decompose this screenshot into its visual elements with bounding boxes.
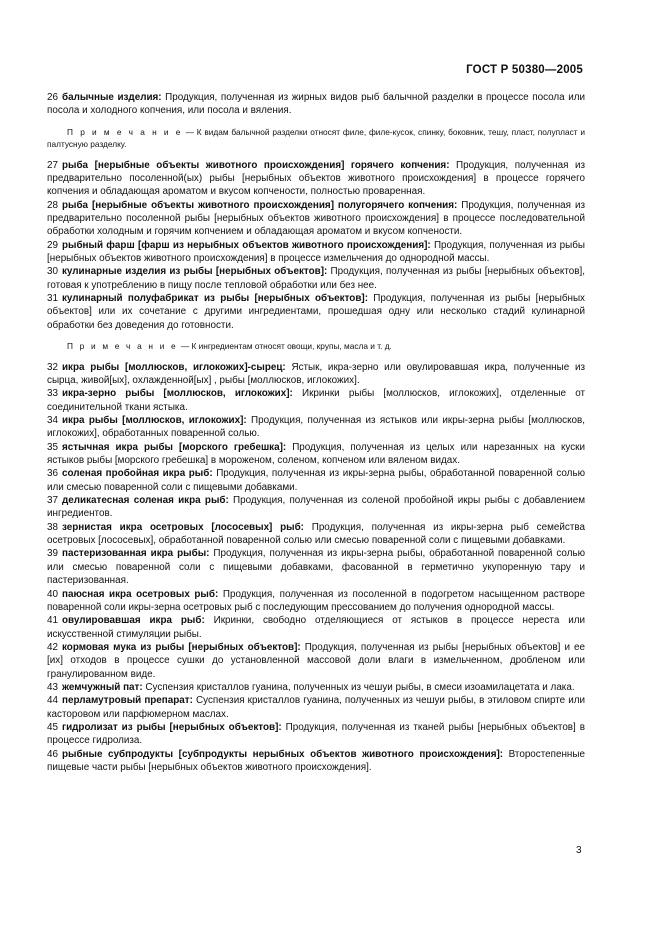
term-entry bbox=[47, 265, 585, 292]
term-entry bbox=[47, 361, 585, 388]
entry-term: ястычная икра рыбы [морского гребешка]: bbox=[61, 441, 287, 453]
entry-number: 31 bbox=[47, 293, 58, 305]
entry-term: икра рыбы [моллюсков, иглокожих]: bbox=[61, 415, 247, 427]
entry-number: 37 bbox=[47, 495, 58, 507]
term-entry bbox=[47, 199, 585, 239]
entry-number: 27 bbox=[47, 159, 58, 171]
term-entry bbox=[47, 681, 585, 694]
entry-term: кулинарный полуфабрикат из рыбы [нерыбных объектов]: bbox=[61, 293, 368, 305]
entry-term: рыба [нерыбные объекты животного происхождения] полугорячего копчения: bbox=[61, 199, 458, 211]
entry-number: 28 bbox=[47, 199, 58, 211]
entry-definition: Продукция, полученная из рыбы [нерыбных объектов] или их сочетание с другими ингредиентами, прошедшая одну или несколько стадий кулинарной обработки без доведения до готовности. bbox=[47, 293, 585, 331]
term-entry bbox=[47, 614, 585, 641]
entry-term: перламутровый препарат: bbox=[61, 695, 193, 707]
entry-definition: Продукция, полученная из тканей рыбы [нерыбных объектов] в процессе гидролиза. bbox=[47, 721, 585, 747]
entry-number: 38 bbox=[47, 521, 58, 533]
entry-definition: Суспензия кристаллов гуанина, полученных из чешуи рыбы, в этиловом спирте или касторовом или парфюмерном маслах. bbox=[47, 695, 586, 720]
note bbox=[47, 340, 585, 353]
entry-definition: Продукция, полученная из жирных видов рыб балычной разделки в процессе посола или посола и холодного копчения, или посола и вяления. bbox=[47, 92, 585, 117]
entry-definition: Второстепенные пищевые части рыбы [нерыбных объектов животного происхождения]. bbox=[47, 748, 585, 773]
term-entry bbox=[47, 748, 585, 775]
entry-term: пастеризованная икра рыбы: bbox=[61, 548, 210, 560]
term-entry bbox=[47, 547, 585, 587]
note-text: — К ингредиентам относят овощи, крупы, масла и т. д. bbox=[180, 341, 392, 352]
note-label: П р и м е ч а н и е bbox=[67, 341, 178, 352]
entry-definition: Продукция, полученная из рыбы [нерыбных объектов] и ее [их] отходов в процессе сушки до установленной массовой доли влаги в измельченном, дробленом или гранулированном виде. bbox=[47, 641, 585, 680]
term-entry bbox=[47, 414, 585, 441]
entry-number: 36 bbox=[47, 468, 58, 480]
entry-number: 32 bbox=[47, 361, 58, 373]
entry-number: 39 bbox=[47, 548, 58, 560]
entry-definition: Икринки, свободно отделяющиеся от ястыков в процессе нереста или искусственной стимуляции рыбы. bbox=[47, 615, 585, 640]
entry-term: рыба [нерыбные объекты животного происхождения] горячего копчения: bbox=[61, 159, 450, 171]
term-entry bbox=[47, 521, 585, 548]
entry-number: 45 bbox=[47, 721, 58, 733]
entry-number: 41 bbox=[47, 615, 58, 627]
entry-term: зернистая икра осетровых [лососевых] рыб: bbox=[61, 521, 304, 533]
term-entry bbox=[47, 292, 585, 332]
entry-definition: Продукция, полученная из предварительно посоленной(ых) рыбы [нерыбных объектов животного происхождения] в процессе горячего копчения и обладающая ароматом и вкусом копчености, полностью проваренная. bbox=[47, 159, 585, 198]
entry-number: 26 bbox=[47, 92, 58, 103]
entry-number: 33 bbox=[47, 388, 58, 400]
standard-header: ГОСТ Р 50380—2005 bbox=[466, 64, 583, 76]
entry-definition: Икринки рыбы [моллюсков, иглокожих], отделенные от соединительной ткани ястыка. bbox=[47, 388, 586, 413]
entry-term: гидролизат из рыбы [нерыбных объектов]: bbox=[61, 721, 282, 733]
entry-number: 43 bbox=[47, 681, 58, 693]
entry-term: икра рыбы [моллюсков, иглокожих]-сырец: bbox=[61, 361, 286, 373]
entry-number: 42 bbox=[47, 641, 58, 653]
term-entry bbox=[47, 387, 585, 414]
entry-term: рыбные субпродукты [субпродукты нерыбных объектов животного происхождения]: bbox=[61, 748, 504, 760]
entry-term: паюсная икра осетровых рыб: bbox=[61, 588, 219, 600]
term-entry bbox=[47, 588, 585, 615]
entry-definition: Продукция, полученная из предварительно посоленной рыбы [нерыбных объектов животного происхождения] в процессе последовательной обработки холодным и горячим копчением и обладающая ароматом и вкусом копчености. bbox=[47, 199, 585, 238]
entry-definition: Продукция, полученная из целых или нарезанных на куски ястыков рыбы [морского гребешка] в мороженом, соленом, копченом или вяленом видах. bbox=[47, 441, 585, 467]
entry-definition: Продукция, полученная из икры-зерна рыбы, обработанной поваренной солью или смесью поваренной соли с пищевыми добавками. bbox=[47, 468, 585, 493]
entry-number: 46 bbox=[47, 748, 58, 760]
entry-definition: Продукция, полученная из посоленной в подогретом насыщенном растворе поваренной соли икры-зерна осетровых рыб с последующим прессованием до получения однородной массы. bbox=[47, 588, 585, 613]
term-entry bbox=[47, 239, 585, 266]
entry-definition: Суспензия кристаллов гуанина, полученных из чешуи рыбы, в смеси изоамилацетата и лака. bbox=[145, 681, 575, 693]
entry-term: жемчужный пат: bbox=[61, 681, 143, 693]
entry-term: соленая пробойная икра рыб: bbox=[61, 468, 213, 480]
entry-definition: Продукция, полученная из соленой пробойной икры рыбы с добавлением ингредиентов. bbox=[47, 495, 586, 520]
term-entry bbox=[47, 721, 585, 748]
term-entry bbox=[47, 91, 585, 118]
page-number: 3 bbox=[576, 845, 582, 856]
entry-term: балычные изделия: bbox=[61, 92, 162, 103]
term-entry bbox=[47, 441, 585, 468]
note bbox=[47, 126, 585, 151]
entry-number: 44 bbox=[47, 695, 58, 707]
term-entry bbox=[47, 694, 585, 721]
entry-term: икра-зерно рыбы [моллюсков, иглокожих]: bbox=[61, 388, 293, 400]
entry-term: кормовая мука из рыбы [нерыбных объектов]: bbox=[61, 641, 301, 653]
entry-definition: Продукция, полученная из икры-зерна рыбы, обработанной поваренной солью или смесью поваренной соли с пищевыми добавками, фасованной в герметично укупоренную тару и пастеризованная. bbox=[47, 548, 586, 587]
entry-number: 40 bbox=[47, 588, 58, 600]
entry-number: 30 bbox=[47, 266, 58, 278]
document-body bbox=[47, 91, 585, 774]
entry-term: деликатесная соленая икра рыб: bbox=[61, 495, 229, 507]
term-entry bbox=[47, 467, 585, 494]
entry-definition: Продукция, полученная из икры-зерна рыб семейства осетровых [лососевых], обработанной поваренной солью или смесью поваренной соли с пищевыми добавками. bbox=[47, 521, 585, 547]
entry-definition: Продукция, полученная из рыбы [нерыбных объектов животного происхождения] в процессе измельчения до однородной массы. bbox=[47, 239, 585, 265]
entry-definition: Ястык, икра-зерно или овулировавшая икра, полученные из сырца, живой[ых], охлажденной[ых] , рыбы [моллюсков, иглокожих]. bbox=[47, 361, 585, 386]
entry-term: кулинарные изделия из рыбы [нерыбных объектов]: bbox=[61, 266, 328, 278]
term-entry bbox=[47, 494, 585, 521]
term-entry bbox=[47, 641, 585, 681]
entry-number: 34 bbox=[47, 415, 58, 427]
entry-term: овулировавшая икра рыб: bbox=[61, 615, 205, 627]
entry-definition: Продукция, полученная из рыбы [нерыбных объектов], готовая к употреблению в пищу после тепловой обработки или без нее. bbox=[47, 266, 585, 291]
entry-definition: Продукция, полученная из ястыков или икры-зерна рыбы [моллюсков, иглокожих], обработанных поваренной солью. bbox=[47, 415, 585, 440]
entry-term: рыбный фарш [фарш из нерыбных объектов животного происхождения]: bbox=[61, 239, 431, 251]
entry-number: 29 bbox=[47, 239, 58, 251]
note-label: П р и м е ч а н и е bbox=[67, 126, 183, 137]
term-entry bbox=[47, 159, 585, 199]
entry-number: 35 bbox=[47, 441, 58, 453]
note-text: — К видам балычной разделки относят филе, филе-кусок, спинку, боковник, тешу, пласт, полупласт и палтусную разделку. bbox=[47, 126, 585, 150]
